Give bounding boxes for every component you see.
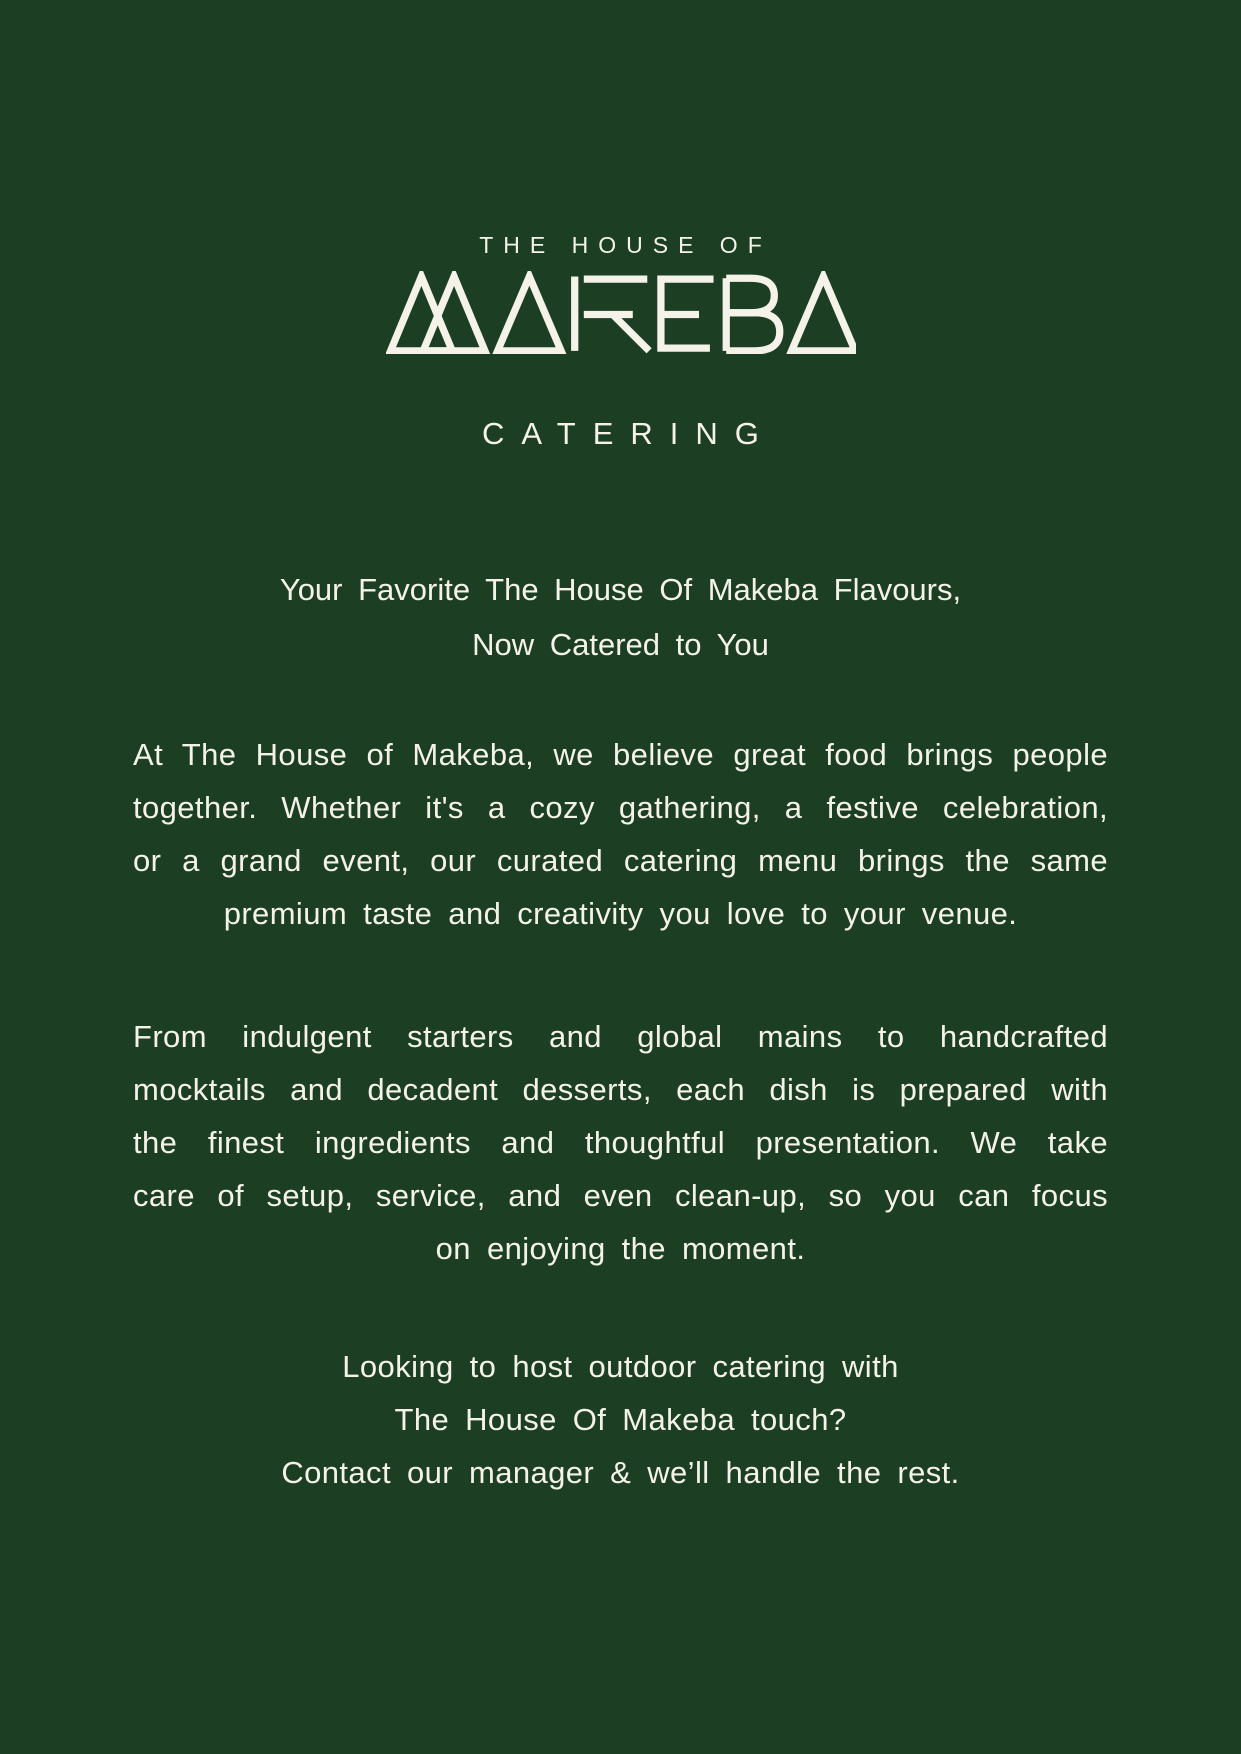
text-line: premium taste and creativity you love to your venue. [223,896,1018,932]
brand-overline: THE HOUSE OF [479,232,772,258]
wordmark-letter-b [726,278,780,351]
text-line: the finest ingredients and thoughtful presentation. We take [133,1125,1108,1161]
closing-line-2: The House Of Makeba touch? [394,1402,847,1438]
wordmark-letter-a2 [791,276,855,350]
makeba-wordmark-logo [386,271,856,354]
wordmark-letter-m [390,276,484,350]
text-line: mocktails and decadent desserts, each dish is prepared with [133,1072,1108,1108]
wordmark-letter-e [660,279,713,348]
text-line: At The House of Makeba, we believe great food brings people [133,737,1108,773]
closing-line-1: Looking to host outdoor catering with [342,1349,899,1385]
paragraph-1 [133,728,1108,940]
brand-header [0,0,1241,452]
intro-tagline [0,562,1241,672]
tagline-line-1: Your Favorite The House Of Makeba Flavours, [279,572,962,608]
text-line: From indulgent starters and global mains to handcrafted [133,1019,1108,1055]
text-line: or a grand event, our curated catering menu brings the same [133,843,1108,879]
closing-note [0,1340,1241,1499]
text-line: care of setup, service, and even clean-up, so you can focus [133,1178,1108,1214]
wordmark-text [0,354,1,355]
text-line: on enjoying the moment. [435,1231,806,1267]
catering-label: CATERING [482,416,776,452]
closing-line-3: Contact our manager & we’ll handle the rest. [281,1455,960,1491]
wordmark-letter-a [497,276,561,350]
text-line: together. Whether it's a cozy gathering, a festive celebration, [133,790,1108,826]
wordmark-letter-k [574,276,648,350]
paragraph-2 [133,1010,1108,1275]
tagline-line-2: Now Catered to You [472,627,769,663]
